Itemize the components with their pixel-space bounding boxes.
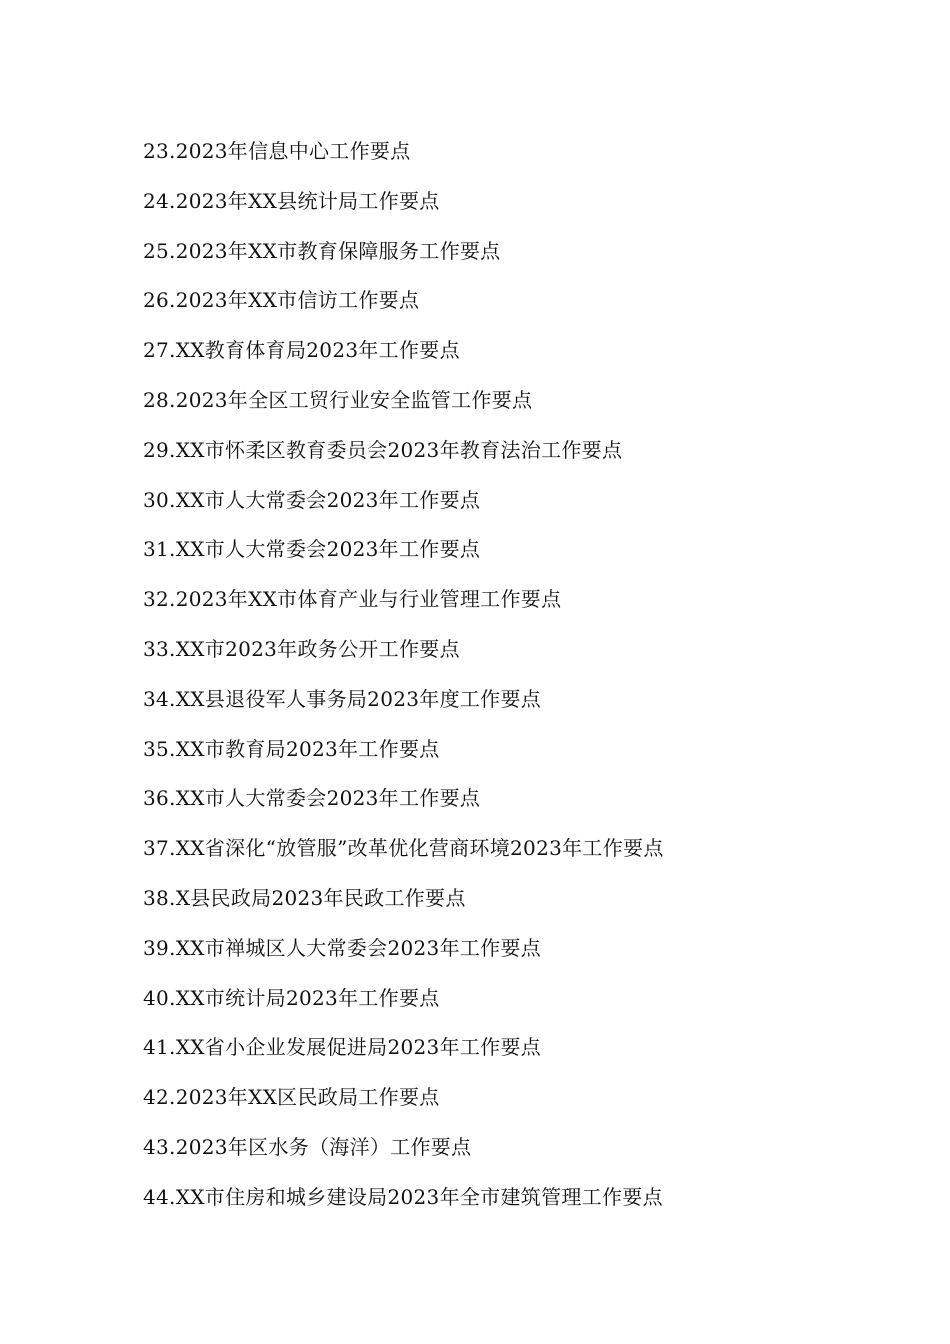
list-item: 44.XX市住房和城乡建设局2023年全市建筑管理工作要点: [143, 1184, 663, 1209]
list-item: 32.2023年XX市体育产业与行业管理工作要点: [143, 587, 562, 612]
list-item: 31.XX市人大常委会2023年工作要点: [143, 537, 481, 562]
list-item: 33.XX市2023年政务公开工作要点: [143, 636, 460, 661]
list-item: 38.X县民政局2023年民政工作要点: [143, 885, 466, 910]
list-item: 41.XX省小企业发展促进局2023年工作要点: [143, 1035, 542, 1060]
list-item: 37.XX省深化“放管服”改革优化营商环境2023年工作要点: [143, 836, 664, 861]
list-item: 42.2023年XX区民政局工作要点: [143, 1085, 440, 1110]
list-item: 35.XX市教育局2023年工作要点: [143, 736, 440, 761]
list-item: 39.XX市禅城区人大常委会2023年工作要点: [143, 935, 542, 960]
list-item: 27.XX教育体育局2023年工作要点: [143, 338, 460, 363]
list-item: 40.XX市统计局2023年工作要点: [143, 985, 440, 1010]
list-item: 28.2023年全区工贸行业安全监管工作要点: [143, 387, 533, 412]
list-item: 30.XX市人大常委会2023年工作要点: [143, 487, 481, 512]
list-item: 25.2023年XX市教育保障服务工作要点: [143, 238, 501, 263]
list-item: 26.2023年XX市信访工作要点: [143, 288, 420, 313]
list-item: 23.2023年信息中心工作要点: [143, 139, 411, 163]
list-item: 24.2023年XX县统计局工作要点: [143, 188, 440, 213]
list-item: 43.2023年区水务（海洋）工作要点: [143, 1134, 472, 1159]
list-item: 36.XX市人大常委会2023年工作要点: [143, 786, 481, 811]
document-list: [143, 134, 664, 1230]
list-item: 34.XX县退役军人事务局2023年度工作要点: [143, 686, 542, 711]
list-item: 29.XX市怀柔区教育委员会2023年教育法治工作要点: [143, 437, 623, 462]
